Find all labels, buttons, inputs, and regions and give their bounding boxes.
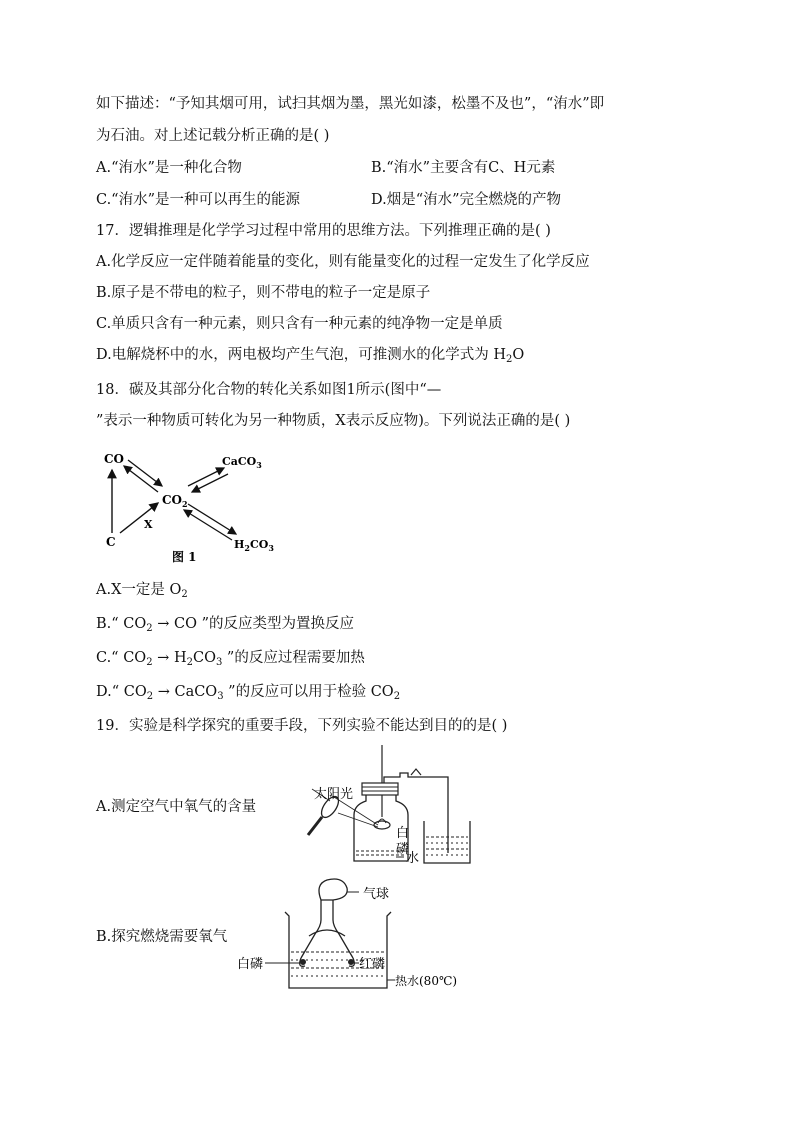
q18-option-b: B.“ $CO_2$ → CO ”的反应类型为置换反应 bbox=[96, 616, 355, 634]
q17-option-a: A.化学反应一定伴随着能量的变化，则有能量变化的过程一定发生了化学反应 bbox=[96, 254, 590, 270]
c-label: C bbox=[106, 535, 116, 549]
sunlight-label: 太阳光 bbox=[314, 787, 354, 802]
white-phosphorus-label: 白磷 bbox=[237, 957, 264, 972]
water-label: 水 bbox=[406, 851, 420, 866]
q17-option-c: C.单质只含有一种元素，则只含有一种元素的纯净物一定是单质 bbox=[96, 316, 503, 332]
q18-stem-line1: 18．碳及其部分化合物的转化关系如图1所示(图中“— bbox=[96, 382, 442, 398]
arrow-co2-to-h2co3 bbox=[188, 504, 236, 534]
balloon-label: 气球 bbox=[363, 887, 390, 902]
combustion-apparatus bbox=[235, 874, 458, 994]
q16-stem-line2: 为石油。对上述记载分析正确的是( ) bbox=[96, 128, 330, 144]
oxygen-content-apparatus bbox=[300, 745, 490, 870]
q16-option-a: A.“洧水”是一种化合物 bbox=[96, 160, 242, 176]
q18-stem-line2: ”表示一种物质可转化为另一种物质，X表示反应物)。下列说法正确的是( ) bbox=[96, 413, 571, 429]
arrow-h2co3-to-co2 bbox=[184, 510, 232, 540]
q18-option-c: C.“ $CO_2 \to H_2CO_3$ ”的反应过程需要加热 bbox=[96, 650, 365, 668]
clamp-icon bbox=[411, 769, 421, 775]
hot-water-label: 热水(80℃) bbox=[395, 974, 458, 988]
phosphorus-label: 磷 bbox=[396, 842, 410, 857]
q19-option-b: B.探究燃烧需要氧气 bbox=[96, 929, 228, 945]
co2-label: $CO_2$ bbox=[162, 493, 188, 509]
caco3-label: CaCO$_3$ bbox=[222, 455, 262, 470]
stopper bbox=[362, 783, 398, 795]
q16-option-c: C.“洧水”是一种可以再生的能源 bbox=[96, 192, 301, 208]
beaker bbox=[285, 912, 391, 988]
h2co3-label: $H_2CO_3$ bbox=[234, 538, 274, 553]
carbon-conversion-diagram bbox=[96, 446, 286, 570]
arrow-co2-to-caco3 bbox=[188, 468, 224, 486]
q16-option-b: B.“洧水”主要含有C、H元素 bbox=[371, 160, 556, 176]
figure-caption: 图 1 bbox=[172, 550, 197, 564]
red-phosphorus-dot bbox=[348, 959, 354, 965]
q16-option-d: D.烟是“洧水”完全燃烧的产物 bbox=[371, 192, 562, 208]
q17-stem: 17．逻辑推理是化学学习过程中常用的思维方法。下列推理正确的是( ) bbox=[96, 223, 551, 239]
q18-option-a: A.X一定是 $O_2$ bbox=[96, 582, 188, 600]
q19-stem: 19．实验是科学探究的重要手段，下列实验不能达到目的的是( ) bbox=[96, 718, 508, 734]
co-label: CO bbox=[104, 452, 125, 466]
q17-option-b: B.原子是不带电的粒子，则不带电的粒子一定是原子 bbox=[96, 285, 431, 301]
balloon-icon bbox=[319, 879, 347, 900]
q18-option-d: D.“ $CO_2$ → CaCO$_3$ ”的反应可以用于检验 $CO_2$ bbox=[96, 684, 401, 702]
q17-option-d: D.电解烧杯中的水，两电极均产生气泡，可推测水的化学式为 $H_2O$ bbox=[96, 347, 525, 365]
beaker bbox=[424, 821, 470, 863]
arrow-caco3-to-co2 bbox=[192, 474, 228, 492]
x-label: X bbox=[144, 518, 153, 531]
phosphorus-spoon bbox=[374, 821, 390, 829]
white-phosphorus-dot bbox=[300, 959, 306, 965]
q16-stem-line1: 如下描述：“予知其烟可用，试扫其烟为墨，黑光如漆，松墨不及也”，“洧水”即 bbox=[96, 96, 605, 112]
y-tube bbox=[301, 900, 321, 958]
white-label: 白 bbox=[396, 826, 410, 841]
q19-option-a: A.测定空气中氧气的含量 bbox=[96, 799, 257, 815]
red-phosphorus-label: 红磷 bbox=[359, 957, 386, 972]
